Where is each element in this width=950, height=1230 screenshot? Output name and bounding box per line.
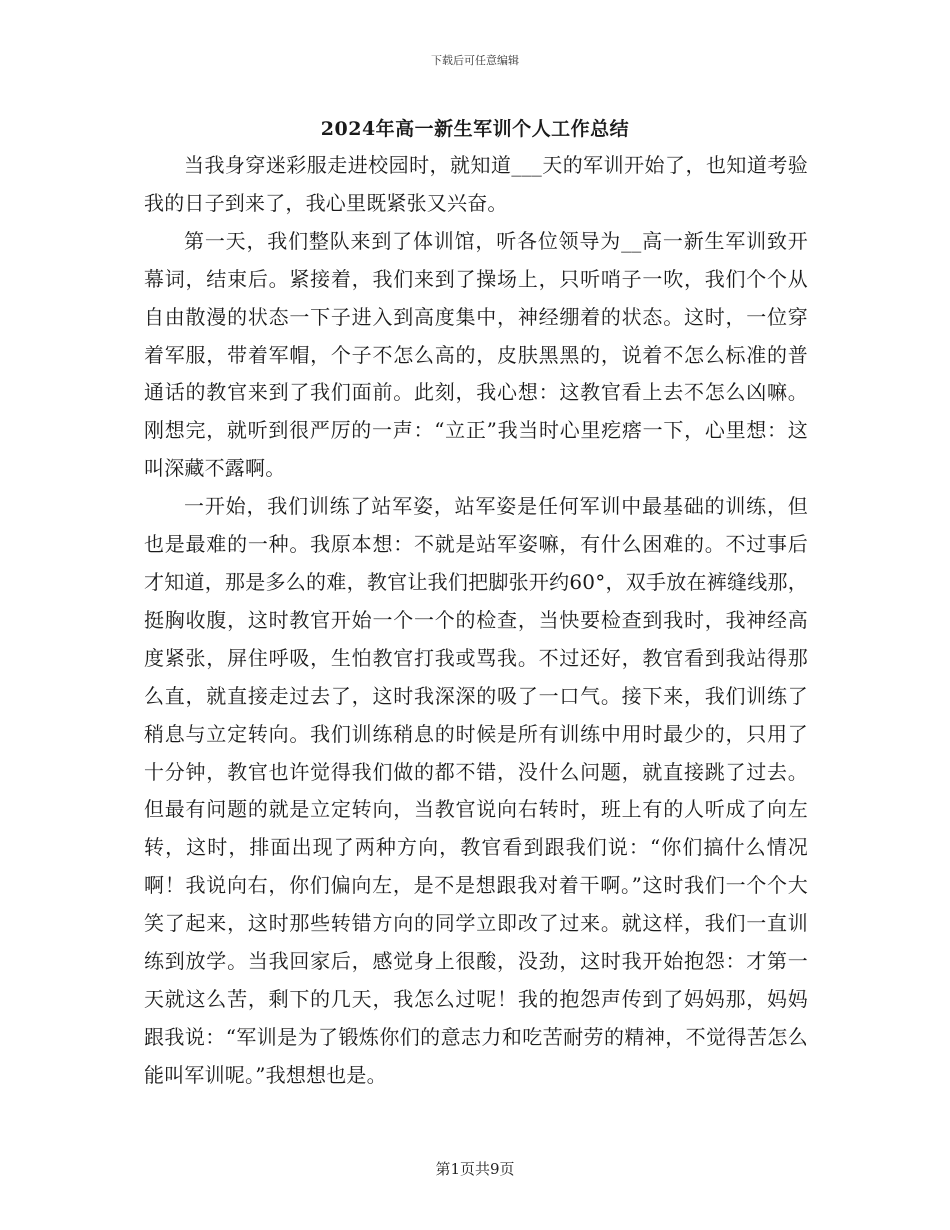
page-header-note: 下载后可任意编辑: [431, 54, 519, 67]
document-body: [144, 147, 808, 1095]
document-title: 2024年高一新生军训个人工作总结: [320, 118, 630, 140]
paragraph-1: 当我身穿迷彩服走进校园时，就知道___天的军训开始了，也知道考验我的日子到来了，我心里既紧张又兴奋。: [144, 153, 808, 215]
paragraph-3: 一开始，我们训练了站军姿，站军姿是任何军训中最基础的训练，但也是最难的一种。我原本想：不就是站军姿嘛，有什么困难的。不过事后才知道，那是多么的难，教官让我们把脚张开约60°，双手放在裤缝线那，挺胸收腹，这时教官开始一个一个的检查，当快要检查到我时，我神经高度紧张，屏住呼吸，生怕教官打我或骂我。不过还好，教官看到我站得那么直，就直接走过去了，这时我深深的吸了一口气。接下来，我们训练了稍息与立定转向。我们训练稍息的时候是所有训练中用时最少的，只用了十分钟，教官也许觉得我们做的都不错，没什么问题，就直接跳了过去。但最有问题的就是立定转向，当教官说向右转时，班上有的人听成了向左转，这时，排面出现了两种方向，教官看到跟我们说：“你们搞什么情况啊！我说向右，你们偏向左，是不是想跟我对着干啊。”这时我们一个个大笑了起来，这时那些转错方向的同学立即改了过来。就这样，我们一直训练到放学。当我回家后，感觉身上很酸，没劲，这时我开始抱怨：才第一天就这么苦，剩下的几天，我怎么过呢！我的抱怨声传到了妈妈那，妈妈跟我说：“军训是为了锻炼你们的意志力和吃苦耐劳的精神，不觉得苦怎么能叫军训呢。”我想想也是。: [144, 494, 808, 1087]
page-number: 第1页共9页: [435, 1160, 515, 1178]
paragraph-2: 第一天，我们整队来到了体训馆，听各位领导为__高一新生军训致开幕词，结束后。紧接着，我们来到了操场上，只听哨子一吹，我们个个从自由散漫的状态一下子进入到高度集中，神经绷着的状态。这时，一位穿着军服，带着军帽，个子不怎么高的，皮肤黑黑的，说着不怎么标准的普通话的教官来到了我们面前。此刻，我心想：这教官看上去不怎么凶嘛。刚想完，就听到很严厉的一声：“立正”我当时心里疙瘩一下，心里想：这叫深藏不露啊。: [144, 228, 808, 481]
